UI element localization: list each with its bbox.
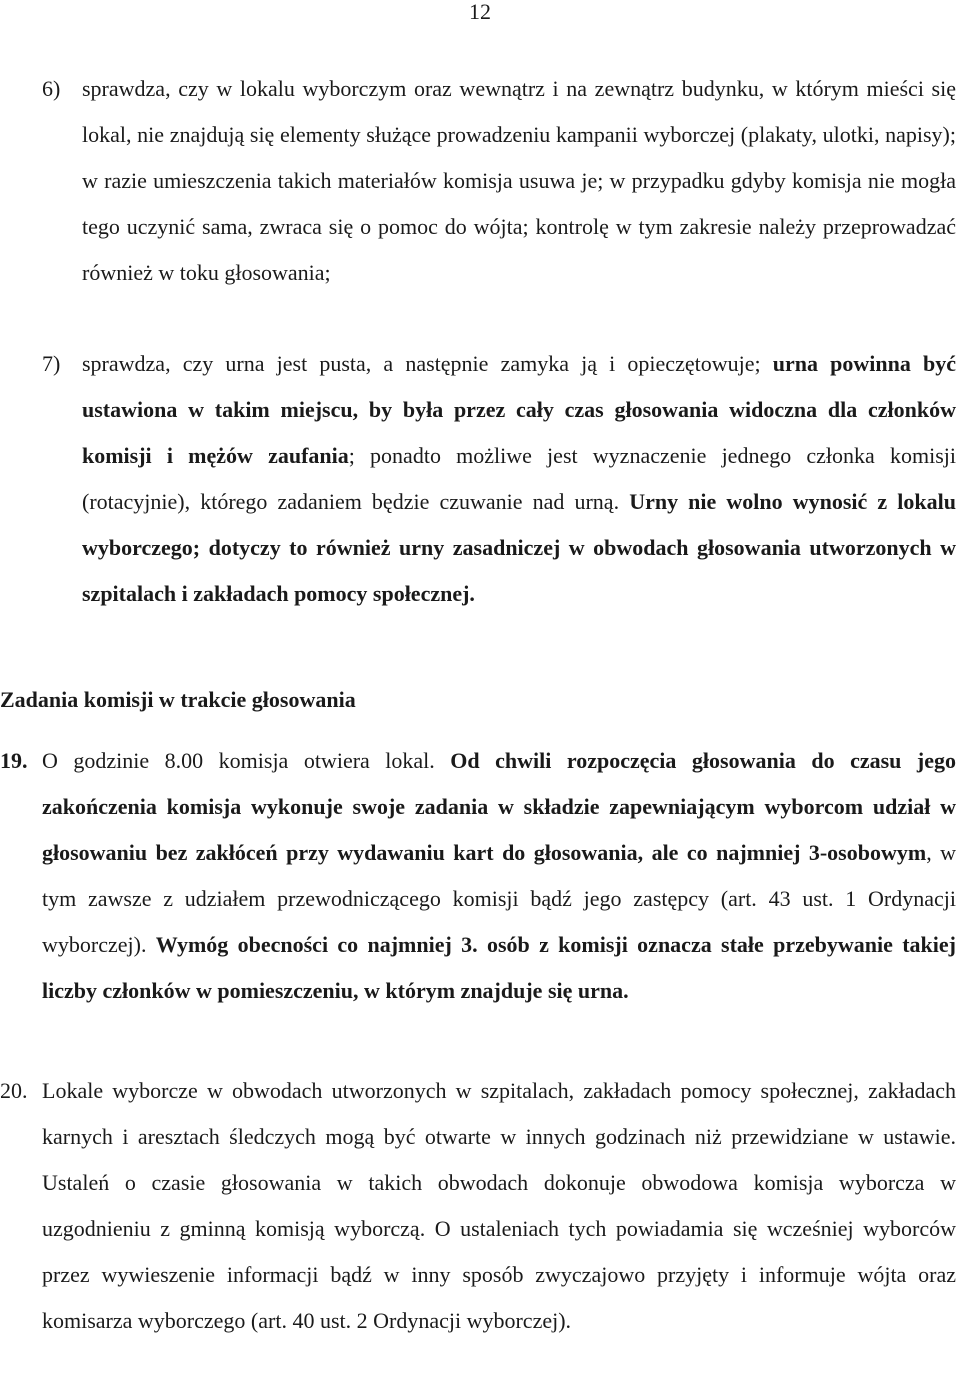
item-6-text: sprawdza, czy w lokalu wyborczym oraz wewnątrz i na zewnątrz budynku, w którym mieści się lokal, nie znajdują się elementy służące prowadzeniu kampanii wyborczej (plakaty, ulotki, napisy); w razie umieszczenia takich materiałów komisja usuwa je; w przypadku gdyby komisja nie mogła tego uczynić sama, zwraca się o pomoc do wójta; kontrolę w tym zakresie należy przeprowadzać również w toku głosowania;: [82, 76, 956, 285]
item-19-text-a: O godzinie 8.00 komisja otwiera lokal.: [42, 748, 451, 773]
item-7-bold-b: Urny nie wolno wynosić z lokalu wyborczego; dotyczy to również urny zasadniczej w obwodach głosowania utworzonych w szpitalach i zakładach pomocy społecznej.: [82, 489, 956, 606]
item-7-text: [82, 341, 956, 617]
item-7-number: 7): [42, 351, 61, 376]
item-20-number: 20.: [0, 1078, 28, 1103]
page-number: 12: [469, 0, 491, 24]
item-7-text-a: sprawdza, czy urna jest pusta, a następnie zamyka ją i opieczętowuje;: [82, 351, 773, 376]
item-6-number: 6): [42, 76, 61, 101]
item-7-bold-a: urna powinna być ustawiona w takim miejscu, by była przez cały czas głosowania widoczna dla członków komisji i mężów zaufania: [82, 351, 956, 468]
item-19-text: [42, 738, 956, 1014]
item-19-text-b: , w tym zawsze z udziałem przewodniczącego komisji bądź jego zastępcy (art. 43 ust. 1 Ordynacji wyborczej).: [42, 840, 957, 957]
item-19-bold-b: Wymóg obecności co najmniej 3. osób z komisji oznacza stałe przebywanie takiej liczby członków w pomieszczeniu, w którym znajduje się urna.: [42, 932, 956, 1003]
item-19-number: 19.: [0, 748, 28, 773]
item-20-text: Lokale wyborcze w obwodach utworzonych w szpitalach, zakładach pomocy społecznej, zakładach karnych i aresztach śledczych mogą być otwarte w innych godzinach niż przewidziane w ustawie. Ustaleń o czasie głosowania w takich obwodach dokonuje obwodowa komisja wyborcza w uzgodnieniu z gminną komisją wyborczą. O ustaleniach tych powiadamia się wcześniej wyborców przez wywieszenie informacji bądź w inny sposób zwyczajowo przyjęty i informuje wójta oraz komisarza wyborczego (art. 40 ust. 2 Ordynacji wyborczej).: [42, 1078, 956, 1333]
item-19-bold-a: Od chwili rozpoczęcia głosowania do czasu jego zakończenia komisja wykonuje swoje zadania w składzie zapewniającym wyborcom udział w głosowaniu bez zakłóceń przy wydawaniu kart do głosowania, ale co najmniej 3-osobowym: [42, 748, 957, 865]
section-heading: Zadania komisji w trakcie głosowania: [0, 687, 356, 712]
item-7-text-b: ; ponadto możliwe jest wyznaczenie jednego członka komisji (rotacyjnie), którego zadaniem będzie czuwanie nad urną.: [82, 443, 956, 514]
